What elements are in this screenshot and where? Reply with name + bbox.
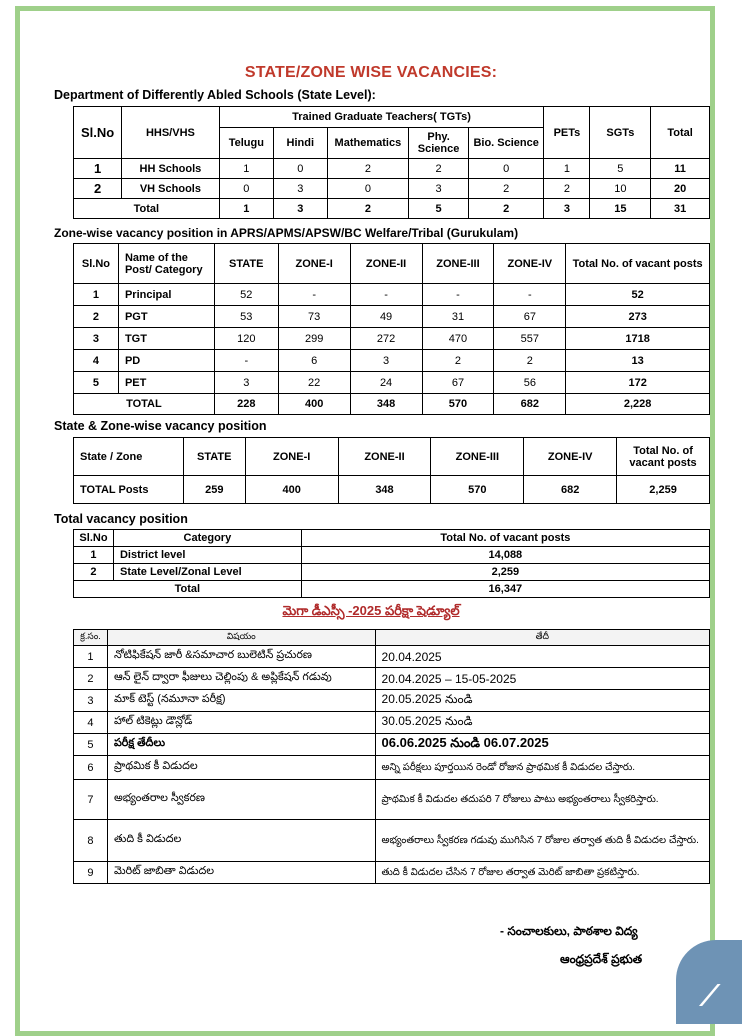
table-cell: 299	[278, 328, 350, 350]
total-vacancy-table	[73, 529, 710, 598]
table-cell: 3	[409, 179, 469, 199]
table-cell: 1	[74, 159, 122, 179]
table-cell: 4	[74, 350, 119, 372]
total-row	[74, 394, 710, 415]
table-cell: అభ్యంతరాలు స్వీకరణ గడువు ముగిసిన 7 రోజుల తర్వాత తుది కీ విడుదల చేస్తారు.	[375, 820, 709, 862]
table-cell: నోటిఫికేషన్ జారీ &సమాచార బులెటిన్ ప్రచురణ	[107, 646, 375, 668]
table-cell: 6	[74, 756, 108, 780]
table-cell: -	[278, 284, 350, 306]
table-cell: PET	[118, 372, 214, 394]
header-subject: Bio. Science	[468, 128, 543, 159]
table-cell: మాక్ టెస్ట్ (నమూనా పరీక్ష)	[107, 690, 375, 712]
header-cell: ZONE-IV	[494, 244, 566, 284]
header-hhs-vhs: HHS/VHS	[122, 107, 219, 159]
table-row	[74, 476, 710, 504]
table-cell: PGT	[118, 306, 214, 328]
table-cell: Total	[74, 199, 220, 219]
table-cell: 400	[245, 476, 338, 504]
table-row	[74, 820, 710, 862]
header-tgt: Trained Graduate Teachers( TGTs)	[219, 107, 544, 128]
table-cell: 1	[74, 284, 119, 306]
table-cell: 20	[651, 179, 710, 199]
table-cell: -	[494, 284, 566, 306]
schedule-title: మెగా డీఎస్సీ -2025 పరీక్షా షెడ్యూల్	[282, 603, 460, 618]
table-cell: తుది కీ విడుదల చేసిన 7 రోజుల తర్వాత మెరిట్ జాబితా ప్రకటిస్తారు.	[375, 862, 709, 884]
table-cell: TOTAL	[74, 394, 215, 415]
header-cell: ZONE-I	[245, 438, 338, 476]
table-cell: 20.05.2025 నుండి	[375, 690, 709, 712]
header-subject: Mathematics	[327, 128, 409, 159]
header-subject: Telugu	[219, 128, 273, 159]
header-cell: ZONE-III	[422, 244, 494, 284]
table-row	[74, 564, 710, 581]
table-cell: 31	[422, 306, 494, 328]
table-cell: 52	[566, 284, 710, 306]
table-cell: 16,347	[301, 581, 709, 598]
table-cell: 682	[494, 394, 566, 415]
table-cell: అన్ని పరీక్షలు పూర్తయిన రెండో రోజున ప్రాథమిక కీ విడుదల చేస్తారు.	[375, 756, 709, 780]
header-slno: Sl.No	[74, 107, 122, 159]
table-cell: -	[422, 284, 494, 306]
table-cell: ప్రాథమిక కీ విడుదల	[107, 756, 375, 780]
link-icon: ⟋	[700, 980, 720, 1011]
total-row	[74, 199, 710, 219]
table-cell: 4	[74, 712, 108, 734]
table-cell: 5	[590, 159, 651, 179]
table-cell: అభ్యంతరాల స్వీకరణ	[107, 780, 375, 820]
table-cell: 31	[651, 199, 710, 219]
header-cell: Total No. of vacant posts	[566, 244, 710, 284]
table-cell: 7	[74, 780, 108, 820]
table-cell: ప్రాథమిక కీ విడుదల తదుపరి 7 రోజులు పాటు అభ్యంతరాలు స్వీకరిస్తారు.	[375, 780, 709, 820]
table-cell: 15	[590, 199, 651, 219]
table-cell: 22	[278, 372, 350, 394]
table-cell: 400	[278, 394, 350, 415]
table-row	[74, 284, 710, 306]
section3-heading: State & Zone-wise vacancy position	[54, 419, 267, 433]
table-cell: -	[214, 350, 278, 372]
table-cell: 10	[590, 179, 651, 199]
table-cell: 557	[494, 328, 566, 350]
table-cell: 2,259	[617, 476, 710, 504]
table-cell: 3	[274, 199, 327, 219]
table-row	[74, 306, 710, 328]
table-row	[74, 547, 710, 564]
table-cell: 49	[350, 306, 422, 328]
table-row	[74, 372, 710, 394]
table-cell: 52	[214, 284, 278, 306]
table-cell: 2	[544, 179, 590, 199]
table-cell: 2	[422, 350, 494, 372]
table-cell: 2	[327, 199, 409, 219]
table-cell: Total	[74, 581, 302, 598]
table-row	[74, 328, 710, 350]
header-cell: విషయం	[107, 630, 375, 646]
table-cell: 14,088	[301, 547, 709, 564]
table-cell: TOTAL Posts	[74, 476, 184, 504]
table-cell: 6	[278, 350, 350, 372]
table-cell: 3	[214, 372, 278, 394]
zone-wise-table	[73, 243, 710, 415]
table-cell: 1	[74, 547, 114, 564]
table-cell: 2	[409, 159, 469, 179]
table-cell: -	[350, 284, 422, 306]
header-cell: Total No. of vacant posts	[617, 438, 710, 476]
table-cell: State Level/Zonal Level	[113, 564, 301, 581]
table-cell: 8	[74, 820, 108, 862]
table-row	[74, 159, 710, 179]
table-cell: VH Schools	[122, 179, 219, 199]
table-cell: Principal	[118, 284, 214, 306]
table-cell: 570	[431, 476, 524, 504]
table-cell: 20.04.2025	[375, 646, 709, 668]
header-subject: Hindi	[274, 128, 327, 159]
table-cell: 2	[468, 179, 543, 199]
table-cell: 24	[350, 372, 422, 394]
table-cell: 1	[219, 199, 273, 219]
table-row	[74, 350, 710, 372]
table-cell: 20.04.2025 – 15-05-2025	[375, 668, 709, 690]
table-row	[74, 780, 710, 820]
table-cell: 2,259	[301, 564, 709, 581]
table-cell: 3	[274, 179, 327, 199]
table-cell: 120	[214, 328, 278, 350]
table-cell: 1	[74, 646, 108, 668]
header-cell: Sl.No	[74, 530, 114, 547]
header-cell: తేదీ	[375, 630, 709, 646]
table-row	[74, 646, 710, 668]
table-cell: 2	[327, 159, 409, 179]
table-cell: 9	[74, 862, 108, 884]
table-cell: 0	[468, 159, 543, 179]
table-cell: 53	[214, 306, 278, 328]
table-cell: 172	[566, 372, 710, 394]
header-subject: Phy. Science	[409, 128, 469, 159]
header-cell: క్ర.సం.	[74, 630, 108, 646]
table-cell: హాల్ టికెట్లు డౌన్లోడ్	[107, 712, 375, 734]
header-sgts: SGTs	[590, 107, 651, 159]
header-cell: Category	[113, 530, 301, 547]
table-cell: 2	[74, 306, 119, 328]
signature-line-1: - సంచాలకులు, పాఠశాల విద్య	[500, 924, 638, 938]
table-cell: 67	[422, 372, 494, 394]
header-cell: ZONE-IV	[524, 438, 617, 476]
table-cell: 1718	[566, 328, 710, 350]
table-row	[74, 734, 710, 756]
table-cell: 2	[74, 564, 114, 581]
header-cell: ZONE-II	[350, 244, 422, 284]
header-cell: STATE	[183, 438, 245, 476]
table-cell: 67	[494, 306, 566, 328]
section2-heading: Zone-wise vacancy position in APRS/APMS/APSW/BC Welfare/Tribal (Gurukulam)	[54, 226, 519, 240]
table-cell: 273	[566, 306, 710, 328]
table-row	[74, 712, 710, 734]
table-cell: 3	[350, 350, 422, 372]
table-cell: 682	[524, 476, 617, 504]
table-cell: పరీక్ష తేదీలు	[107, 734, 375, 756]
table-cell: 2,228	[566, 394, 710, 415]
header-cell: State / Zone	[74, 438, 184, 476]
table-cell: HH Schools	[122, 159, 219, 179]
table-cell: 0	[274, 159, 327, 179]
table-cell: 2	[468, 199, 543, 219]
table-row	[74, 179, 710, 199]
table-row	[74, 862, 710, 884]
table-cell: 11	[651, 159, 710, 179]
section4-heading: Total vacancy position	[54, 512, 188, 526]
table-cell: PD	[118, 350, 214, 372]
table-cell: 348	[350, 394, 422, 415]
header-cell: ZONE-II	[338, 438, 431, 476]
da-schools-table	[73, 106, 710, 219]
table-cell: 56	[494, 372, 566, 394]
header-cell: ZONE-III	[431, 438, 524, 476]
table-cell: 73	[278, 306, 350, 328]
table-cell: ఆన్ లైన్ ద్వారా ఫీజులు చెల్లింపు & అప్లికేషన్ గడువు	[107, 668, 375, 690]
section1-heading: Department of Differently Abled Schools (State Level):	[54, 88, 376, 102]
header-total: Total	[651, 107, 710, 159]
table-cell: 0	[327, 179, 409, 199]
table-cell: 5	[74, 734, 108, 756]
header-cell: Sl.No	[74, 244, 119, 284]
header-cell: STATE	[214, 244, 278, 284]
table-row	[74, 756, 710, 780]
page-title: STATE/ZONE WISE VACANCIES:	[244, 64, 498, 81]
table-cell: 259	[183, 476, 245, 504]
table-cell: 0	[219, 179, 273, 199]
table-row	[74, 668, 710, 690]
table-cell: 3	[544, 199, 590, 219]
header-cell: Total No. of vacant posts	[301, 530, 709, 547]
table-cell: 1	[219, 159, 273, 179]
total-row	[74, 581, 710, 598]
table-cell: District level	[113, 547, 301, 564]
table-cell: 5	[74, 372, 119, 394]
table-cell: 2	[494, 350, 566, 372]
table-cell: 348	[338, 476, 431, 504]
table-cell: 3	[74, 690, 108, 712]
schedule-table	[73, 629, 710, 884]
state-zone-table	[73, 437, 710, 504]
table-cell: 228	[214, 394, 278, 415]
table-cell: మెరిట్ జాబితా విడుదల	[107, 862, 375, 884]
table-cell: 2	[74, 179, 122, 199]
table-cell: TGT	[118, 328, 214, 350]
table-cell: 5	[409, 199, 469, 219]
table-cell: 06.06.2025 నుండి 06.07.2025	[375, 734, 709, 756]
header-pets: PETs	[544, 107, 590, 159]
table-cell: 570	[422, 394, 494, 415]
table-cell: 1	[544, 159, 590, 179]
table-cell: 470	[422, 328, 494, 350]
table-cell: 3	[74, 328, 119, 350]
table-row	[74, 690, 710, 712]
table-cell: 13	[566, 350, 710, 372]
table-cell: తుది కీ విడుదల	[107, 820, 375, 862]
table-cell: 30.05.2025 నుండి	[375, 712, 709, 734]
table-cell: 272	[350, 328, 422, 350]
header-cell: Name of the Post/ Category	[118, 244, 214, 284]
header-cell: ZONE-I	[278, 244, 350, 284]
signature-line-2: ఆంధ్రప్రదేశ్ ప్రభుత	[560, 952, 643, 966]
table-cell: 2	[74, 668, 108, 690]
